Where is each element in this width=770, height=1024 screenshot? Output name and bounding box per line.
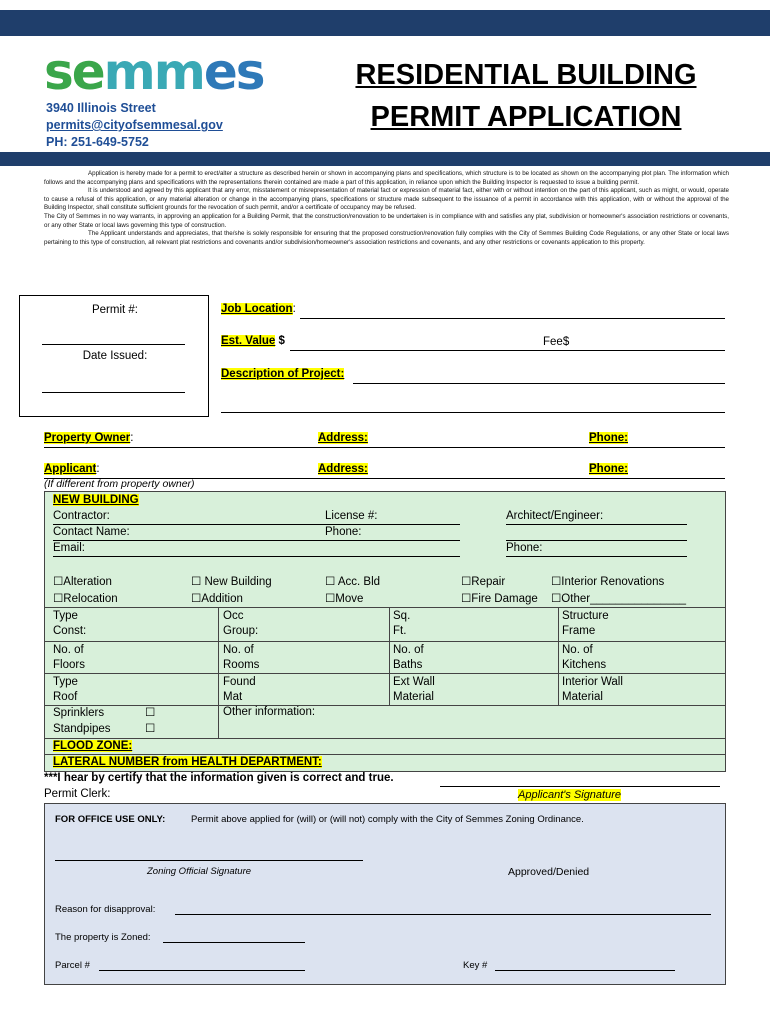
colon: :: [624, 463, 628, 475]
logo-part: es: [203, 43, 264, 101]
type-const-label: [53, 609, 86, 639]
address-text: Address:: [318, 432, 368, 444]
owner-address-label: [318, 432, 368, 444]
description-text: Description of Project:: [221, 368, 345, 380]
architect-phone-label: Phone:: [506, 542, 543, 554]
contractor-phone-label: Phone:: [325, 526, 362, 538]
colon: :: [130, 432, 134, 444]
grid-line: [218, 607, 219, 738]
cell-line: Ft.: [393, 625, 407, 637]
cell-line: Group:: [223, 625, 259, 637]
permit-number-field[interactable]: [42, 344, 185, 345]
new-building-text: NEW BUILDING: [53, 494, 139, 506]
standpipes-label: Standpipes: [53, 723, 111, 735]
disclaimer-para: It is understood and agreed by this applicant that any error, misstatement or misrepresentation of material fact or expression of material fact, either with or without intention on the part of this applicant, such as might, or would, operate to cause a refusal of this application, or any material alteration or change in the accompanying plans, specifications or structure made subsequent to the issuance of a permit in accordance with this application, with or without the approval of the Building Inspector, shall constitute sufficient grounds for the revocation of such permit, and/or a certificate of occupancy may be refused.: [44, 187, 729, 212]
cell-line: Structure: [562, 610, 609, 622]
disclaimer-para: The Applicant understands and appreciates, that the/she is solely responsible for ensuring that the proposed construction/renovation fully complies with the City of Semmes Building Code Regulations, or any other State or local laws pertaining to this type of construction, all relevant plat restrictions and covenants and/or subdivision/homeowner's association restrictions and covenants, and any other restrictions or covenants application to this property.: [44, 230, 729, 246]
zoning-signature-label: Zoning Official Signature: [147, 866, 252, 877]
zoned-label: The property is Zoned:: [55, 932, 151, 943]
header-bar-top: [0, 10, 770, 36]
date-issued-field[interactable]: [42, 392, 185, 393]
contact-name-label: Contact Name:: [53, 526, 130, 538]
est-value-field[interactable]: [290, 350, 725, 351]
cell-line: Baths: [393, 659, 423, 671]
office-use-panel: [44, 803, 726, 985]
roof-label: [53, 675, 78, 705]
key-field[interactable]: [495, 970, 675, 971]
logo-part: m: [103, 43, 154, 101]
page-title: [330, 54, 722, 138]
job-location-field[interactable]: [300, 318, 725, 319]
dollar-sign: $: [278, 335, 285, 347]
cell-line: Frame: [562, 625, 596, 637]
key-label: Key #: [463, 960, 488, 971]
description-field-2[interactable]: [221, 412, 725, 413]
email-link[interactable]: permits@cityofsemmesal.gov: [46, 118, 223, 132]
disclaimer-text: [44, 170, 729, 247]
checkbox-relocation[interactable]: ☐Relocation: [53, 593, 118, 605]
zoning-signature-field[interactable]: [55, 860, 363, 861]
interior-wall-label: [562, 675, 623, 705]
permit-box: [19, 295, 209, 417]
checkbox-new-building[interactable]: ☐ New Building: [191, 576, 272, 588]
phone-number: PH: 251-649-5752: [46, 135, 149, 149]
contact-name-field[interactable]: [53, 540, 460, 541]
cell-line: Sq.: [393, 610, 411, 622]
job-location-label: [221, 303, 296, 315]
applicant-phone-label: [589, 463, 628, 475]
cell-line: No. of: [393, 644, 424, 656]
phone-text: Phone: [589, 463, 625, 475]
sq-ft-label: [393, 609, 410, 639]
ext-wall-label: [393, 675, 435, 705]
property-owner-text: Property Owner: [44, 432, 131, 444]
zoned-field[interactable]: [163, 942, 305, 943]
grid-line: [389, 607, 390, 705]
other-information-label: Other information:: [223, 706, 316, 718]
new-building-heading: [53, 494, 139, 506]
cell-line: Const:: [53, 625, 87, 637]
cell-line: Mat: [223, 691, 243, 703]
logo-part: se: [44, 43, 104, 101]
est-value-label: [221, 335, 285, 347]
permit-clerk-label: Permit Clerk:: [44, 788, 111, 800]
checkbox-other[interactable]: ☐Other_______________: [551, 593, 687, 605]
cell-line: Floors: [53, 659, 85, 671]
owner-field[interactable]: [44, 447, 725, 448]
floors-label: [53, 643, 85, 673]
applicant-note: (If different from property owner): [44, 478, 195, 490]
new-building-panel: [44, 491, 726, 772]
cell-line: Occ: [223, 610, 244, 622]
title-line-2: PERMIT APPLICATION: [370, 101, 682, 133]
colon: :: [624, 432, 628, 444]
cell-line: No. of: [53, 644, 84, 656]
permit-number-label: Permit #:: [91, 304, 138, 316]
title-line-1: RESIDENTIAL BUILDING: [355, 59, 697, 91]
address-text: Address:: [318, 463, 368, 475]
occ-group-label: [223, 609, 258, 639]
grid-line: [45, 738, 725, 739]
cell-line: Found: [223, 676, 256, 688]
kitchens-label: [562, 643, 606, 673]
grid-line: [45, 641, 725, 642]
checkbox-acc-bld[interactable]: ☐ Acc. Bld: [325, 576, 381, 588]
checkbox-repair[interactable]: ☐Repair: [461, 576, 506, 588]
structure-frame-label: [562, 609, 609, 639]
contractor-label: Contractor:: [53, 510, 110, 522]
semmes-logo: [44, 44, 264, 100]
compliance-statement: Permit above applied for (will) or (will not) comply with the City of Semmes Zoning Ordinance.: [191, 814, 584, 825]
checkbox-interior-renovations[interactable]: ☐Interior Renovations: [551, 576, 665, 588]
flood-zone-label: [53, 740, 132, 752]
logo-part: m: [153, 43, 204, 101]
architect-field-2[interactable]: [506, 540, 687, 541]
job-location-text: Job Location: [221, 303, 293, 315]
street-address: 3940 Illinois Street: [46, 101, 156, 115]
cell-line: Roof: [53, 691, 78, 703]
reason-label: Reason for disapproval:: [55, 904, 156, 915]
parcel-label: Parcel #: [55, 960, 90, 971]
flood-zone-text: FLOOD ZONE:: [53, 740, 133, 752]
checkbox-move[interactable]: ☐Move: [325, 593, 364, 605]
contact-block: [46, 100, 223, 151]
cell-line: Type: [53, 676, 78, 688]
description-field-1[interactable]: [353, 383, 725, 384]
email-label: Email:: [53, 542, 85, 554]
foundation-label: [223, 675, 256, 705]
applicant-signature-field[interactable]: [440, 786, 720, 787]
standpipes-checkbox[interactable]: ☐: [145, 723, 156, 735]
date-issued-label: Date Issued:: [82, 350, 148, 362]
disclaimer-para: Application is hereby made for a permit to erect/alter a structure as described herein or shown in accompanying plans and specifications, which structure is to be located as shown on the accompanying plot plan. The information which follows and the accompanying plans and specifications with the representations therein contained are made a part of this application, in reliance upon which the Building Inspector is requested to issue a building permit.: [44, 170, 729, 186]
applicant-address-label: [318, 463, 368, 475]
checkbox-fire-damage[interactable]: ☐Fire Damage: [461, 593, 538, 605]
cell-line: Interior Wall: [562, 676, 623, 688]
grid-line: [45, 754, 725, 755]
disclaimer-para: The City of Semmes in no way warrants, in approving an application for a Building Permit, that the construction/renovation to be undertaken is in compliance with and satisfies any plat, subdivision or homeowner's association restrictions or covenants, or any other State or local laws governing this type of construction.: [44, 212, 729, 229]
reason-field[interactable]: [175, 914, 711, 915]
fee-label: Fee$: [543, 336, 570, 348]
baths-label: [393, 643, 424, 673]
cell-line: Material: [393, 691, 434, 703]
cell-line: Ext Wall: [393, 676, 435, 688]
colon: :: [292, 303, 296, 315]
est-value-text: Est. Value: [221, 335, 276, 347]
parcel-field[interactable]: [99, 970, 305, 971]
lateral-number-label: [53, 756, 322, 768]
grid-line: [45, 607, 725, 608]
cell-line: Type: [53, 610, 78, 622]
cell-line: No. of: [223, 644, 254, 656]
office-use-heading: FOR OFFICE USE ONLY:: [55, 814, 166, 825]
email-field[interactable]: [53, 556, 460, 557]
header-bar-bottom: [0, 152, 770, 166]
applicant-text: Applicant: [44, 463, 97, 475]
cell-line: Rooms: [223, 659, 260, 671]
checkbox-addition[interactable]: ☐Addition: [191, 593, 243, 605]
applicant-signature-label: Applicant's Signature: [518, 789, 621, 801]
checkbox-alteration[interactable]: ☐Alteration: [53, 576, 112, 588]
grid-line: [558, 607, 559, 705]
lateral-number-text: LATERAL NUMBER from HEALTH DEPARTMENT:: [53, 756, 322, 768]
colon: :: [96, 463, 100, 475]
cell-line: Material: [562, 691, 603, 703]
description-label: [221, 368, 344, 380]
phone-text: Phone: [589, 432, 625, 444]
sprinklers-label: Sprinklers: [53, 707, 105, 719]
rooms-label: [223, 643, 259, 673]
architect-label: Architect/Engineer:: [506, 510, 604, 522]
architect-phone-field[interactable]: [506, 556, 687, 557]
owner-phone-label: [589, 432, 628, 444]
approved-denied-label: Approved/Denied: [508, 866, 590, 878]
sprinklers-checkbox[interactable]: ☐: [145, 707, 156, 719]
grid-line: [45, 673, 725, 674]
property-owner-label: [44, 432, 133, 444]
cell-line: Kitchens: [562, 659, 607, 671]
certify-statement: ***I hear by certify that the information given is correct and true.: [44, 772, 394, 784]
applicant-label: [44, 463, 100, 475]
cell-line: No. of: [562, 644, 593, 656]
architect-field[interactable]: [506, 524, 687, 525]
license-label: License #:: [325, 510, 378, 522]
contractor-field[interactable]: [53, 524, 460, 525]
